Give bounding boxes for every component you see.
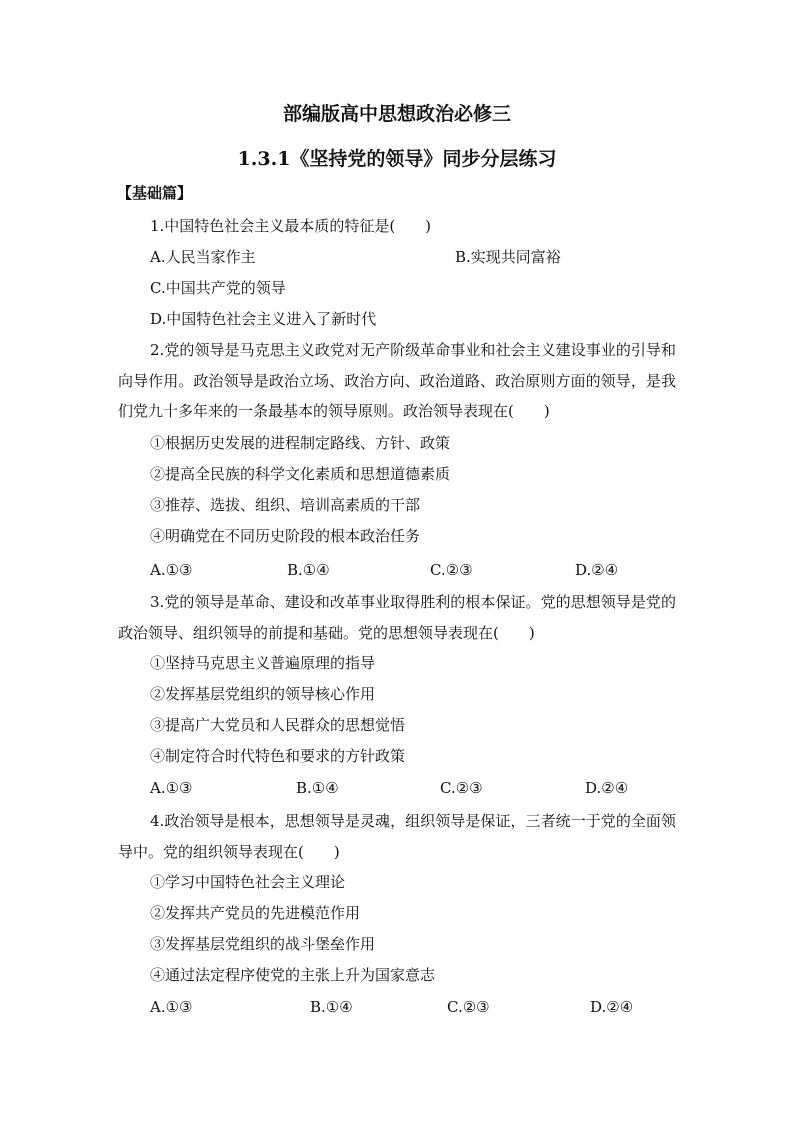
question-2-statement-1: ①根据历史发展的进程制定路线、方针、政策: [150, 434, 451, 452]
question-1-option-b: B.实现共同富裕: [455, 248, 561, 266]
question-3-statement-4: ④制定符合时代特色和要求的方针政策: [150, 747, 406, 765]
question-3-option-c: C.②③: [440, 779, 483, 797]
question-4-option-a: A.①③: [150, 998, 193, 1016]
question-3-option-a: A.①③: [150, 779, 193, 797]
question-2-option-d: D.②④: [575, 561, 619, 579]
question-3-stem: 3.党的领导是革命、建设和改革事业取得胜利的根本保证。党的思想领导是党的政治领导、组织领导的前提和基础。党的思想领导表现在( ): [118, 593, 676, 642]
question-4-option-c: C.②③: [447, 998, 490, 1016]
question-2-statement-2: ②提高全民族的科学文化素质和思想道德素质: [150, 465, 451, 483]
question-3-statement-2: ②发挥基层党组织的领导核心作用: [150, 685, 376, 703]
question-3-statement-1: ①坚持马克思主义普遍原理的指导: [150, 654, 376, 672]
question-1-option-a: A.人民当家作主: [150, 248, 256, 266]
question-4-statement-3: ③发挥基层党组织的战斗堡垒作用: [150, 935, 376, 953]
question-3-option-b: B.①④: [296, 779, 339, 797]
question-1-option-c: C.中国共产党的领导: [150, 279, 286, 297]
question-2-stem: 2.党的领导是马克思主义政党对无产阶级革命事业和社会主义建设事业的引导和向导作用。政治领导是政治立场、政治方向、政治道路、政治原则方面的领导，是我们党九十多年来的一条最基本的领导原则。政治领导表现在( ): [118, 341, 676, 420]
question-4-stem: 4.政治领导是根本，思想领导是灵魂，组织领导是保证，三者统一于党的全面领导中。党的组织领导表现在( ): [118, 812, 676, 861]
question-2-statement-4: ④明确党在不同历史阶段的根本政治任务: [150, 527, 421, 545]
question-1-option-d: D.中国特色社会主义进入了新时代: [150, 310, 377, 328]
question-4-option-d: D.②④: [590, 998, 634, 1016]
question-2-statement-3: ③推荐、选拔、组织、培训高素质的干部: [150, 496, 421, 514]
document-subtitle: 1.3.1《坚持党的领导》同步分层练习: [237, 148, 557, 170]
question-2-option-a: A.①③: [150, 561, 193, 579]
question-4-statement-2: ②发挥共产党员的先进模范作用: [150, 904, 361, 922]
question-1-stem: 1.中国特色社会主义最本质的特征是( ): [150, 217, 432, 235]
question-2-option-b: B.①④: [287, 561, 330, 579]
section-heading: 【基础篇】: [117, 184, 193, 202]
question-4-statement-4: ④通过法定程序使党的主张上升为国家意志: [150, 966, 436, 984]
question-3-statement-3: ③提高广大党员和人民群众的思想觉悟: [150, 716, 406, 734]
document-title: 部编版高中思想政治必修三: [282, 103, 511, 125]
question-3-option-d: D.②④: [585, 779, 629, 797]
question-2-option-c: C.②③: [430, 561, 473, 579]
question-4-option-b: B.①④: [310, 998, 353, 1016]
question-4-statement-1: ①学习中国特色社会主义理论: [150, 873, 346, 891]
